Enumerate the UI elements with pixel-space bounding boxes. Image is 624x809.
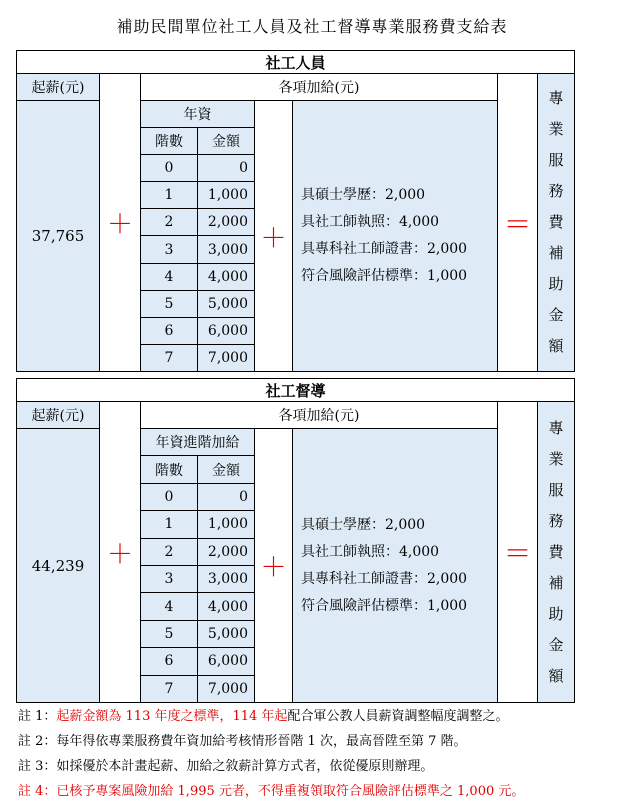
table-row: 7 7,000 xyxy=(141,344,254,371)
base-salary-label: 起薪(元) xyxy=(17,74,100,101)
table-row: 4 4,000 xyxy=(141,593,254,620)
additions-list xyxy=(293,429,498,703)
base-salary-value: 44,239 xyxy=(17,429,100,703)
result-label: 專 業 服 務 費 補 助 金 額 xyxy=(538,402,575,703)
note-4: 註 4：已核予專案風險加給 1,995 元者，不得重複領取符合風險評估標準之 1,000 元。 xyxy=(18,784,525,799)
seniority-table xyxy=(141,429,255,703)
level-header: 階數 xyxy=(141,128,198,155)
table-row: 1 1,000 xyxy=(141,182,254,209)
table-row: 2 2,000 xyxy=(141,209,254,236)
result-label: 專 業 服 務 費 補 助 金 額 xyxy=(538,74,575,372)
base-salary-label: 起薪(元) xyxy=(17,402,100,429)
seniority-title: 年資進階加給 xyxy=(141,429,254,456)
section-social-worker xyxy=(16,50,575,372)
table-row: 1 1,000 xyxy=(141,511,254,538)
list-item: 具專科社工師證書：2,000 xyxy=(301,241,468,257)
additions-list xyxy=(293,101,498,372)
table-row: 2 2,000 xyxy=(141,538,254,565)
page-title: 補助民間單位社工人員及社工督導專業服務費支給表 xyxy=(116,17,508,36)
list-item: 具社工師執照：4,000 xyxy=(301,214,440,230)
notes xyxy=(18,704,618,804)
list-item: 具專科社工師證書：2,000 xyxy=(301,570,468,587)
plus-sign: ＋ xyxy=(100,402,141,703)
plus-sign: ＋ xyxy=(255,101,293,372)
note-2: 註 2：每年得依專業服務費年資加給考核情形晉階 1 次，最高晉陞至第 7 階。 xyxy=(18,734,467,749)
section-heading: 社工人員 xyxy=(17,51,575,74)
amount-header: 金額 xyxy=(198,128,255,155)
table-row: 6 6,000 xyxy=(141,317,254,344)
equals-sign: ＝ xyxy=(498,74,538,372)
table-row: 5 5,000 xyxy=(141,290,254,317)
note-3: 註 3：如採優於本計畫起薪、加給之敘薪計算方式者，依從優原則辦理。 xyxy=(18,759,434,774)
list-item: 具碩士學歷：2,000 xyxy=(301,516,426,533)
plus-sign: ＋ xyxy=(100,74,141,372)
additions-label: 各項加給(元) xyxy=(141,402,498,429)
list-item: 符合風險評估標準：1,000 xyxy=(301,597,468,614)
list-item: 符合風險評估標準：1,000 xyxy=(301,268,468,284)
level-header: 階數 xyxy=(141,456,198,483)
seniority-table xyxy=(141,101,255,372)
table-row: 5 5,000 xyxy=(141,620,254,647)
seniority-title: 年資 xyxy=(141,101,254,128)
note-1: 註 1：起薪金額為 113 年度之標準，114 年起配合軍公教人員薪資調整幅度調整之。 xyxy=(18,709,509,724)
table-row: 7 7,000 xyxy=(141,675,254,702)
additions-label: 各項加給(元) xyxy=(141,74,498,101)
section-heading: 社工督導 xyxy=(17,379,575,402)
table-row: 0 0 xyxy=(141,155,254,182)
table-row: 6 6,000 xyxy=(141,648,254,675)
equals-sign: ＝ xyxy=(498,402,538,703)
table-row: 3 3,000 xyxy=(141,565,254,592)
plus-sign: ＋ xyxy=(255,429,293,703)
table-row: 3 3,000 xyxy=(141,236,254,263)
table-row: 4 4,000 xyxy=(141,263,254,290)
section-supervisor xyxy=(16,378,575,703)
amount-header: 金額 xyxy=(198,456,255,483)
list-item: 具社工師執照：4,000 xyxy=(301,543,440,560)
list-item: 具碩士學歷：2,000 xyxy=(301,187,426,203)
base-salary-value: 37,765 xyxy=(17,101,100,372)
table-row: 0 0 xyxy=(141,483,254,510)
